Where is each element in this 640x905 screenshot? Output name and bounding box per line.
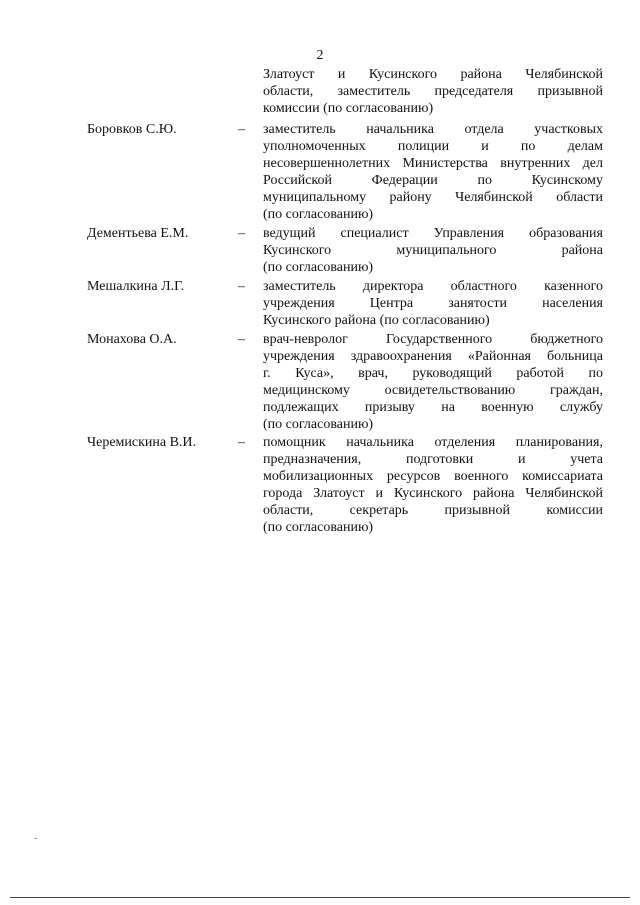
role-line: (по согласованию) [263, 417, 374, 432]
dash: – [238, 226, 245, 241]
role-line: города Златоуст и Кусинского района Челябинской [263, 486, 603, 501]
role-line: Российской Федерации по Кусинскому [263, 173, 603, 188]
entry-role [263, 225, 603, 276]
role-line: Кусинского муниципального района [263, 243, 603, 258]
entry-role [263, 278, 603, 329]
role-line: уполномоченных полиции и по делам [263, 139, 603, 154]
role-line: муниципальному району Челябинской области [263, 190, 603, 205]
role-line: области, секретарь призывной комиссии [263, 503, 603, 518]
role-line: заместитель начальника отдела участковых [263, 122, 603, 137]
role-line: врач-невролог Государственного бюджетного [263, 332, 603, 347]
page-bottom-rule [10, 897, 630, 898]
entry-role [263, 331, 603, 433]
role-line: несовершеннолетних Министерства внутренних дел [263, 156, 603, 171]
role-line: (по согласованию) [263, 520, 374, 535]
member-name: Монахова О.А. [87, 332, 177, 347]
role-line: медицинскому освидетельствованию граждан, [263, 383, 603, 398]
member-name: Мешалкина Л.Г. [87, 279, 185, 294]
dash: – [238, 435, 245, 450]
member-name: Черемискина В.И. [87, 435, 197, 450]
role-line: заместитель директора областного казенного [263, 279, 603, 294]
page-number: 2 [316, 48, 324, 63]
role-line: подлежащих призыву на военную службу [263, 400, 603, 415]
entry-role [263, 121, 603, 223]
dash: – [238, 122, 245, 137]
role-line: учреждения здравоохранения «Районная больница [263, 349, 603, 364]
role-line: комиссии (по согласованию) [263, 101, 434, 116]
role-line: области, заместитель председателя призывной [263, 84, 603, 99]
role-line: помощник начальника отделения планирования, [263, 435, 603, 450]
role-line: Златоуст и Кусинского района Челябинской [263, 67, 603, 82]
role-line: г. Куса», врач, руководящий работой по [263, 366, 603, 381]
role-line: Кусинского района (по согласованию) [263, 313, 490, 328]
role-line: ведущий специалист Управления образования [263, 226, 603, 241]
entry-role [263, 66, 603, 117]
role-line: (по согласованию) [263, 260, 374, 275]
entry-role [263, 434, 603, 536]
dash: – [238, 279, 245, 294]
dash: – [238, 332, 245, 347]
member-name: Боровков С.Ю. [87, 122, 177, 137]
margin-mark [34, 838, 37, 839]
role-line: учреждения Центра занятости населения [263, 296, 603, 311]
member-name: Дементьева Е.М. [87, 226, 189, 241]
role-line: (по согласованию) [263, 207, 374, 222]
role-line: предназначения, подготовки и учета [263, 452, 603, 467]
role-line: мобилизационных ресурсов военного комиссариата [263, 469, 603, 484]
